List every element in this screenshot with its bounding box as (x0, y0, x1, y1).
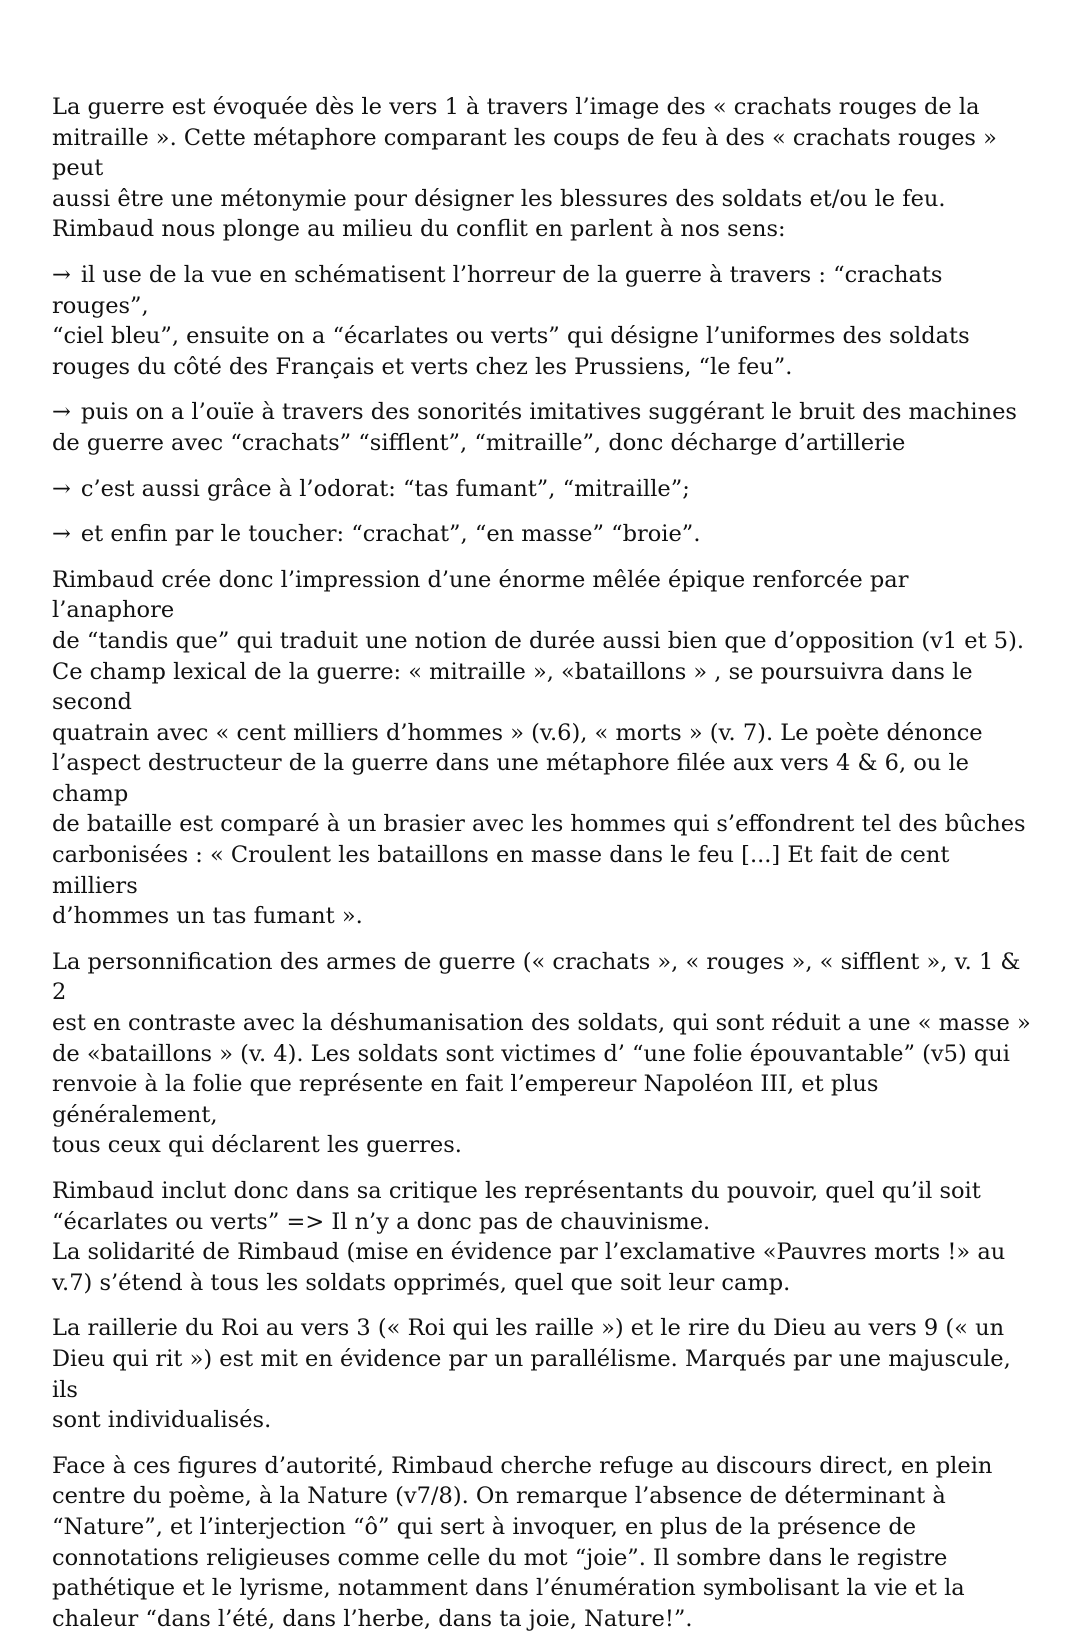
arrow-icon: → (52, 475, 71, 502)
arrow-icon: → (52, 521, 71, 548)
paragraph-king-god: La raillerie du Roi au vers 3 (« Roi qui les raille ») et le rire du Dieu au vers 9 (« un Dieu qui rit ») est mit en évidence par un parallélisme. Marqués par une majuscule, ils sont individualisés. (52, 1315, 1011, 1434)
arrow-icon: → (52, 261, 71, 288)
list-item-hearing (52, 397, 1032, 458)
bullet-text-hearing: puis on a l’ouïe à travers des sonorités imitatives suggérant le bruit des machines de guerre avec “crachats” “sifflent”, “mitraille”, donc décharge d’artillerie (52, 399, 1017, 456)
bullet-text-smell: c’est aussi grâce à l’odorat: “tas fumant”, “mitraille”; (80, 475, 690, 502)
bullet-text-sight: il use de la vue en schématisent l’horreur de la guerre à travers : “crachats rouges”, “ciel bleu”, ensuite on a “écarlates ou verts” qui désigne l’uniformes des soldats rouges du côté des Français et verts chez les Prussiens, “le feu”. (52, 261, 970, 380)
list-item-smell (52, 474, 1032, 505)
list-item-sight (52, 260, 1032, 382)
paragraph-epic-melee: Rimbaud crée donc l’impression d’une énorme mêlée épique renforcée par l’anaphore de “tandis que” qui traduit une notion de durée aussi bien que d’opposition (v1 et 5). Ce champ lexical de la guerre: « mitraille », «bataillons » , se poursuivra dans le second quatrain avec « cent milliers d’hommes » (v.6), « morts » (v. 7). Le poète dénonce l’aspect destructeur de la guerre dans une métaphore filée aux vers 4 & 6, ou le champ de bataille est comparé à un brasier avec les hommes qui s’effondrent tel des bûches carbonisées : « Croulent les bataillons en masse dans le feu [...] Et fait de cent milliers d’hommes un tas fumant ». (52, 566, 1026, 930)
list-item-touch (52, 519, 1032, 550)
bullet-text-touch: et enfin par le toucher: “crachat”, “en masse” “broie”. (80, 521, 701, 548)
document-page (52, 92, 1032, 1649)
paragraph-nature: Face à ces figures d’autorité, Rimbaud cherche refuge au discours direct, en plein centre du poème, à la Nature (v7/8). On remarque l’absence de déterminant à “Nature”, et l’interjection “ô” qui sert à invoquer, en plus de la présence de connotations religieuses comme celle du mot “joie”. Il sombre dans le registre pathétique et le lyrisme, notamment dans l’énumération symbolisant la vie et la chaleur “dans l’été, dans l’herbe, dans ta joie, Nature!”. (52, 1452, 993, 1632)
paragraph-intro: La guerre est évoquée dès le vers 1 à travers l’image des « crachats rouges de la mitraille ». Cette métaphore comparant les coups de feu à des « crachats rouges » peut aussi être une métonymie pour désigner les blessures des soldats et/ou le feu. Rimbaud nous plonge au milieu du conflit en parlent à nos sens: (52, 94, 997, 243)
arrow-icon: → (52, 399, 71, 426)
paragraph-critique-power: Rimbaud inclut donc dans sa critique les représentants du pouvoir, quel qu’il soit “écarlates ou verts” => Il n’y a donc pas de chauvinisme. La solidarité de Rimbaud (mise en évidence par l’exclamative «Pauvres morts !» au v.7) s’étend à tous les soldats opprimés, quel que soit leur camp. (52, 1178, 1006, 1296)
paragraph-personification: La personnification des armes de guerre (« crachats », « rouges », « sifflent », v. 1 & 2 est en contraste avec la déshumanisation des soldats, qui sont réduit a une « masse » de «bataillons » (v. 4). Les soldats sont victimes d’ “une folie épouvantable” (v5) qui renvoie à la folie que représente en fait l’empereur Napoléon III, et plus généralement, tous ceux qui déclarent les guerres. (52, 948, 1031, 1159)
